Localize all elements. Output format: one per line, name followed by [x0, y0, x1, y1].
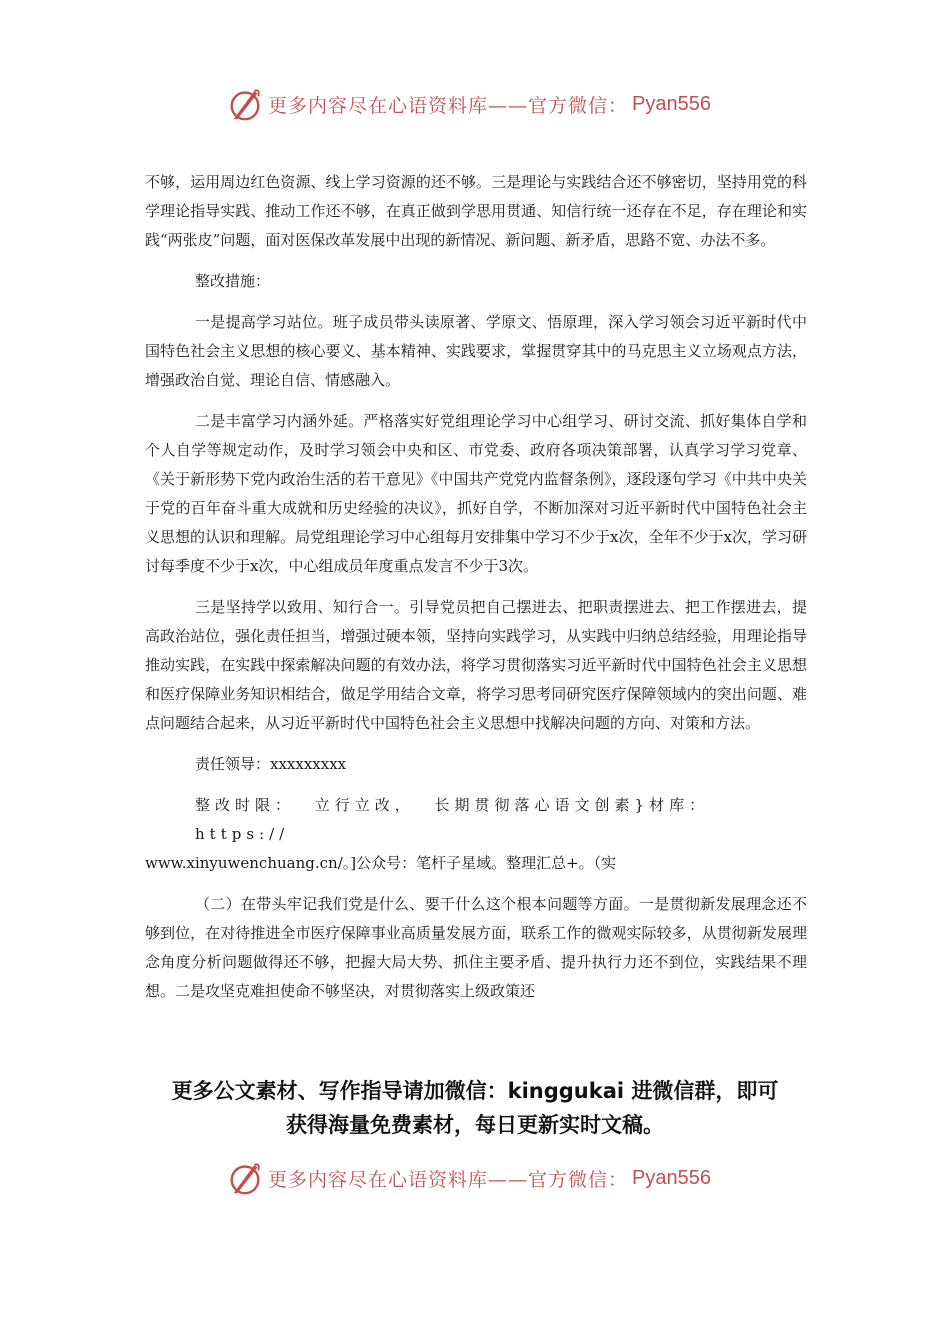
- deadline-line-1: 整改时限： 立行立改， 长期贯彻落心语文创素}材库： https://: [195, 796, 710, 843]
- deadline-line-2: www.xinyuwenchuang.cn/。]公众号：笔杆子星域。整理汇总+。（实: [145, 854, 617, 872]
- heading-rectification: 整改措施：: [195, 272, 271, 290]
- promo-line-2: 获得海量免费素材，每日更新实时文稿。: [286, 1113, 664, 1137]
- promo-block: [120, 1074, 830, 1142]
- banner-wechat-id: Pyan556: [632, 1166, 711, 1189]
- footer-banner: [226, 1158, 711, 1198]
- responsible-leader: 责任领导：xxxxxxxxx: [195, 755, 347, 773]
- document-body: [145, 168, 807, 1006]
- header-banner: [226, 84, 711, 124]
- banner-text: 更多内容尽在心语资料库——官方微信：: [268, 94, 629, 117]
- quill-pen-icon: [226, 85, 264, 123]
- banner-text: 更多内容尽在心语资料库——官方微信：: [268, 1168, 629, 1191]
- quill-pen-icon: [226, 1159, 264, 1197]
- paragraph-section-2: （二）在带头牢记我们党是什么、要干什么这个根本问题等方面。一是贯彻新发展理念还不够到位，在对待推进全市医疗保障事业高质量发展方面，联系工作的微观实际较多，从贯彻新发展理念角度分析问题做得还不够，把握大局大势、抓住主要矛盾、提升执行力还不到位，实践结果不理想。二是攻坚克难担使命不够坚决，对贯彻落实上级政策还: [145, 895, 807, 1000]
- paragraph-measure-3: 三是坚持学以致用、知行合一。引导党员把自己摆进去、把职责摆进去、把工作摆进去，提高政治站位，强化责任担当，增强过硬本领，坚持向实践学习，从实践中归纳总结经验，用理论指导推动实践，在实践中探索解决问题的有效办法，将学习贯彻落实习近平新时代中国特色社会主义思想和医疗保障业务知识相结合，做足学用结合文章，将学习思考同研究医疗保障领域内的突出问题、难点问题结合起来，从习近平新时代中国特色社会主义思想中找解决问题的方向、对策和方法。: [145, 598, 807, 732]
- paragraph-measure-1: 一是提高学习站位。班子成员带头读原著、学原文、悟原理，深入学习领会习近平新时代中国特色社会主义思想的核心要义、基本精神、实践要求，掌握贯穿其中的马克思主义立场观点方法，增强政治自觉、理论自信、情感融入。: [145, 313, 807, 389]
- banner-wechat-id: Pyan556: [632, 92, 711, 115]
- paragraph-intro: 不够，运用周边红色资源、线上学习资源的还不够。三是理论与实践结合还不够密切，坚持用党的科学理论指导实践、推动工作还不够，在真正做到学思用贯通、知信行统一还存在不足，存在理论和实践“两张皮”问题，面对医保改革发展中出现的新情况、新问题、新矛盾，思路不宽、办法不多。: [145, 173, 807, 249]
- promo-line-1: 更多公文素材、写作指导请加微信：kinggukai 进微信群，即可: [171, 1079, 779, 1103]
- paragraph-measure-2: 二是丰富学习内涵外延。严格落实好党组理论学习中心组学习、研讨交流、抓好集体自学和个人自学等规定动作，及时学习领会中央和区、市党委、政府各项决策部署，认真学习学习党章、《关于新形势下党内政治生活的若干意见》《中国共产党党内监督条例》，逐段逐句学习《中共中央关于党的百年奋斗重大成就和历史经验的决议》，抓好自学，不断加深对习近平新时代中国特色社会主义思想的认识和理解。局党组理论学习中心组每月安排集中学习不少于x次，全年不少于x次，学习研讨每季度不少于x次，中心组成员年度重点发言不少于3次。: [145, 412, 807, 575]
